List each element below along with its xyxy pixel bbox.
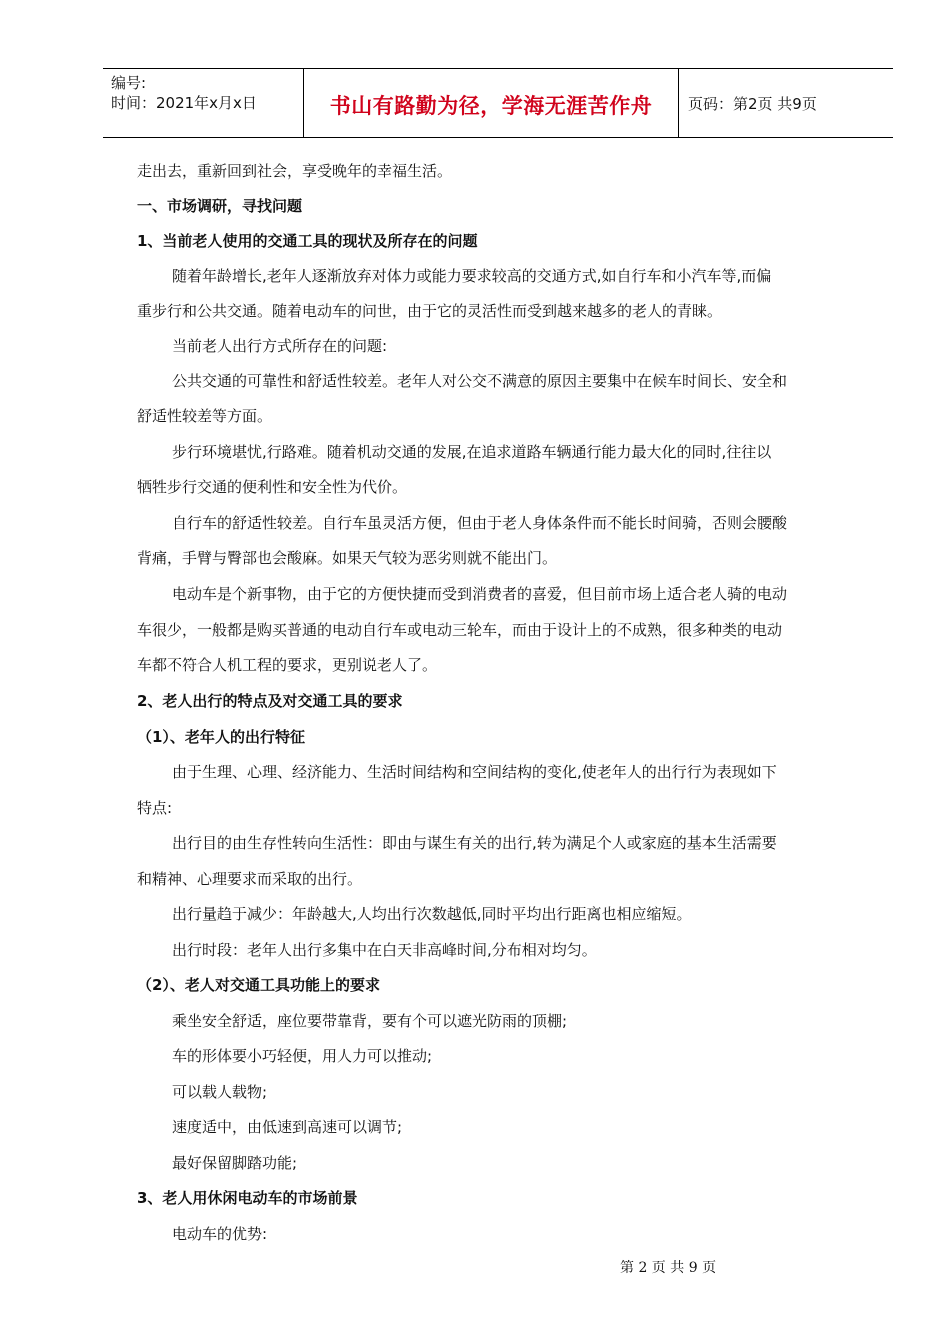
paragraph-line: 出行量趋于减少：年龄越大,人均出行次数越低,同时平均出行距离也相应缩短。 bbox=[172, 905, 692, 923]
paragraph-line: 由于生理、心理、经济能力、生活时间结构和空间结构的变化,使老年人的出行行为表现如下 bbox=[172, 763, 777, 781]
subsection-heading: 2、老人出行的特点及对交通工具的要求 bbox=[137, 692, 403, 710]
paragraph-line: 舒适性较差等方面。 bbox=[137, 407, 273, 425]
paragraph-line: 和精神、心理要求而采取的出行。 bbox=[137, 870, 363, 888]
section-heading: 一、市场调研，寻找问题 bbox=[137, 197, 303, 215]
list-item: 乘坐安全舒适，座位要带靠背，要有个可以遮光防雨的顶棚; bbox=[172, 1012, 568, 1030]
paragraph-line: 随着年龄增长,老年人逐渐放弃对体力或能力要求较高的交通方式,如自行车和小汽车等,而偏 bbox=[172, 267, 772, 285]
paragraph-line: 出行时段：老年人出行多集中在白天非高峰时间,分布相对均匀。 bbox=[172, 941, 597, 959]
paragraph-line: 出行目的由生存性转向生活性：即由与谋生有关的出行,转为满足个人或家庭的基本生活需要 bbox=[172, 834, 777, 852]
paragraph-line: 步行环境堪忧,行路难。随着机动交通的发展,在追求道路车辆通行能力最大化的同时,往往以 bbox=[172, 443, 772, 461]
header-page-info: 页码：第2页 共9页 bbox=[688, 95, 817, 113]
list-item: 车的形体要小巧轻便，用人力可以推动; bbox=[172, 1047, 433, 1065]
subsection-heading: （2）、老人对交通工具功能上的要求 bbox=[137, 976, 380, 994]
paragraph-line: 牺牲步行交通的便利性和安全性为代价。 bbox=[137, 478, 408, 496]
paragraph-line: 当前老人出行方式所存在的问题: bbox=[172, 337, 388, 355]
paragraph-line: 特点: bbox=[137, 799, 173, 817]
paragraph-line: 重步行和公共交通。随着电动车的问世，由于它的灵活性而受到越来越多的老人的青睐。 bbox=[137, 302, 723, 320]
paragraph-line: 电动车是个新事物，由于它的方便快捷而受到消费者的喜爱，但目前市场上适合老人骑的电动 bbox=[172, 585, 788, 603]
subsection-heading: 1、当前老人使用的交通工具的现状及所存在的问题 bbox=[137, 232, 478, 250]
paragraph-line: 背痛，手臂与臀部也会酸麻。如果天气较为恶劣则就不能出门。 bbox=[137, 549, 558, 567]
paragraph-line: 自行车的舒适性较差。自行车虽灵活方便，但由于老人身体条件而不能长时间骑，否则会腰酸 bbox=[172, 514, 788, 532]
paragraph-line: 公共交通的可靠性和舒适性较差。老年人对公交不满意的原因主要集中在候车时间长、安全和 bbox=[172, 372, 788, 390]
paragraph-line: 车很少，一般都是购买普通的电动自行车或电动三轮车，而由于设计上的不成熟，很多种类的电动 bbox=[137, 621, 783, 639]
document-number-label: 编号: bbox=[111, 74, 147, 92]
subsection-heading: （1）、老年人的出行特征 bbox=[137, 728, 305, 746]
list-item: 可以载人载物; bbox=[172, 1083, 268, 1101]
paragraph-line: 车都不符合人机工程的要求，更别说老人了。 bbox=[137, 656, 438, 674]
paragraph-line: 电动车的优势: bbox=[172, 1225, 268, 1243]
document-time-label: 时间：2021年x月x日 bbox=[111, 94, 257, 112]
paragraph-line: 走出去，重新回到社会，享受晚年的幸福生活。 bbox=[137, 162, 453, 180]
list-item: 速度适中，由低速到高速可以调节; bbox=[172, 1118, 403, 1136]
list-item: 最好保留脚踏功能; bbox=[172, 1154, 298, 1172]
page-footer: 第 2 页 共 9 页 bbox=[620, 1260, 717, 1276]
subsection-heading: 3、老人用休闲电动车的市场前景 bbox=[137, 1189, 358, 1207]
header-motto: 书山有路勤为径，学海无涯苦作舟 bbox=[329, 94, 653, 118]
